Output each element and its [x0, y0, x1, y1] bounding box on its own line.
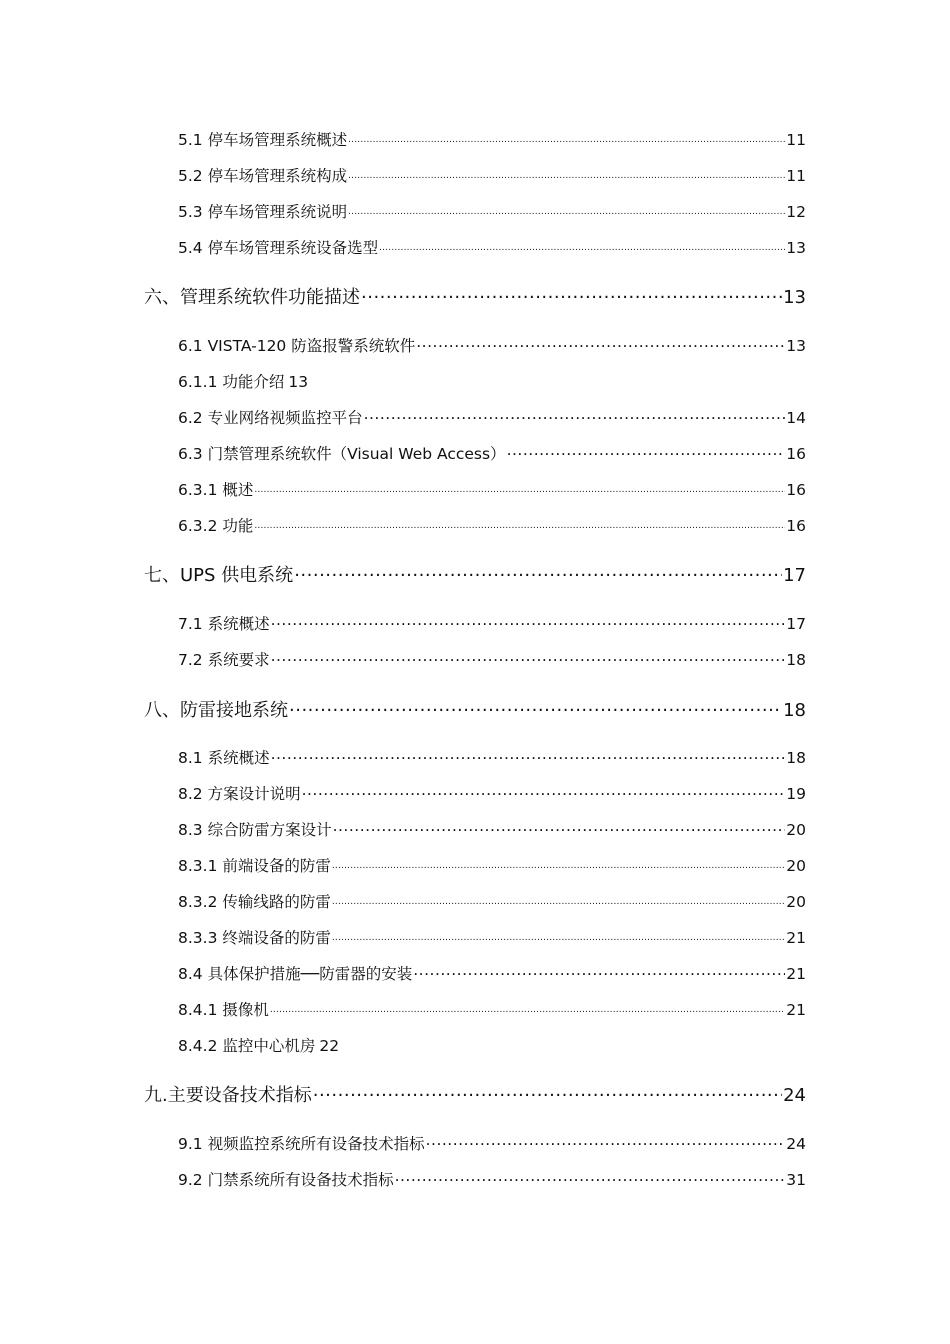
- toc-entry-page: 14: [786, 409, 806, 427]
- toc-entry-page: 21: [786, 929, 806, 947]
- toc-entry-page: 20: [786, 857, 806, 875]
- toc-entry-title: 九.主要设备技术指标: [144, 1085, 312, 1106]
- toc-entry-page: 19: [786, 785, 806, 803]
- dot-leader: [302, 784, 786, 800]
- dot-leader: [348, 166, 785, 182]
- toc-entry[interactable]: [178, 998, 806, 1020]
- toc-entry-title: 8.1 系统概述: [178, 749, 270, 767]
- dot-leader: [332, 928, 785, 944]
- toc-entry-title: 8.4.1 摄像机: [178, 1001, 269, 1019]
- toc-entry-title: 八、防雷接地系统: [144, 700, 288, 721]
- toc-entry[interactable]: [178, 442, 806, 464]
- dot-leader: [271, 748, 786, 764]
- toc-entry[interactable]: [178, 478, 806, 500]
- dot-leader: [332, 856, 785, 872]
- dot-leader: [289, 698, 782, 716]
- toc-entry-page: 18: [783, 700, 806, 721]
- dot-leader: [364, 408, 786, 424]
- toc-entry-page: 20: [786, 821, 806, 839]
- toc-entry-page: 22: [319, 1037, 340, 1055]
- dot-leader: [413, 964, 785, 980]
- toc-entry-page: 18: [786, 651, 806, 669]
- toc-entry-title: 8.3.2 传输线路的防雷: [178, 893, 331, 911]
- toc-entry-title: 8.2 方案设计说明: [178, 785, 301, 803]
- dot-leader: [361, 285, 782, 303]
- toc-entry-page: 13: [288, 373, 309, 391]
- toc-entry-page: 11: [786, 167, 806, 185]
- toc-entry-title: 6.1.1 功能介绍: [178, 373, 285, 391]
- toc-entry-page: 24: [783, 1085, 806, 1106]
- toc-entry-title: 5.1 停车场管理系统概述: [178, 131, 348, 149]
- toc-entry[interactable]: [144, 696, 806, 722]
- dot-leader: [333, 820, 786, 836]
- toc-entry[interactable]: [144, 561, 806, 587]
- toc-entry-page: 21: [786, 1001, 806, 1019]
- toc-entry-title: 9.1 视频监控系统所有设备技术指标: [178, 1135, 425, 1153]
- toc-entry[interactable]: [178, 1168, 806, 1190]
- toc-entry[interactable]: [178, 128, 806, 150]
- dot-leader: [271, 650, 786, 666]
- dot-leader: [426, 1134, 786, 1150]
- toc-entry[interactable]: [178, 854, 806, 876]
- toc-entry-page: 17: [786, 615, 806, 633]
- toc-entry[interactable]: [178, 782, 806, 804]
- toc-entry-page: 16: [786, 481, 806, 499]
- toc-entry[interactable]: [178, 334, 806, 356]
- toc-entry[interactable]: [144, 283, 806, 309]
- toc-entry-title: 7.1 系统概述: [178, 615, 270, 633]
- dot-leader: [395, 1170, 786, 1186]
- toc-entry-page: 31: [786, 1171, 806, 1189]
- dot-leader: [416, 336, 785, 352]
- toc-entry-title: 8.3.3 终端设备的防雷: [178, 929, 331, 947]
- toc-entry-title: 六、管理系统软件功能描述: [144, 287, 360, 308]
- toc-entry-page: 12: [786, 203, 806, 221]
- toc-entry-title: 5.3 停车场管理系统说明: [178, 203, 348, 221]
- toc-entry-title: 8.3.1 前端设备的防雷: [178, 857, 331, 875]
- toc-entry-title: 6.2 专业网络视频监控平台: [178, 409, 363, 427]
- dot-leader: [348, 202, 785, 218]
- toc-entry[interactable]: [178, 746, 806, 768]
- dot-leader: [348, 130, 785, 146]
- toc-entry-title: 七、UPS 供电系统: [144, 565, 294, 586]
- toc-entry-page: 11: [786, 131, 806, 149]
- toc-entry-title: 6.3.1 概述: [178, 481, 254, 499]
- toc-entry[interactable]: [178, 890, 806, 912]
- toc-entry[interactable]: [178, 370, 806, 392]
- toc-entry-title: 7.2 系统要求: [178, 651, 270, 669]
- toc-entry[interactable]: [178, 962, 806, 984]
- dot-leader: [270, 1000, 785, 1016]
- toc-entry[interactable]: [178, 514, 806, 536]
- toc-entry-page: 13: [786, 337, 806, 355]
- dot-leader: [254, 480, 785, 496]
- toc-entry[interactable]: [144, 1081, 806, 1107]
- toc-entry[interactable]: [178, 926, 806, 948]
- toc-entry-page: 18: [786, 749, 806, 767]
- dot-leader: [271, 614, 786, 630]
- toc-entry-title: 6.1 VISTA-120 防盗报警系统软件: [178, 337, 416, 355]
- toc-entry[interactable]: [178, 1034, 806, 1056]
- toc-entry-title: 8.4.2 监控中心机房: [178, 1037, 316, 1055]
- dot-leader: [294, 563, 782, 581]
- toc-entry-page: 17: [783, 565, 806, 586]
- toc-entry[interactable]: [178, 200, 806, 222]
- toc-entry-page: 21: [786, 965, 806, 983]
- toc-entry-page: 13: [783, 287, 806, 308]
- toc-entry-page: 13: [786, 239, 806, 257]
- toc-entry-title: 5.4 停车场管理系统设备选型: [178, 239, 379, 257]
- dot-leader: [254, 516, 785, 532]
- toc-entry[interactable]: [178, 1132, 806, 1154]
- dot-leader: [313, 1083, 782, 1101]
- toc-entry-page: 24: [786, 1135, 806, 1153]
- toc-entry[interactable]: [178, 612, 806, 634]
- toc-entry-title: 8.4 具体保护措施──防雷器的安装: [178, 965, 413, 983]
- toc-entry-title: 6.3 门禁管理系统软件（Visual Web Access）: [178, 445, 506, 463]
- dot-leader: [507, 444, 786, 460]
- dot-leader: [332, 892, 785, 908]
- toc-entry[interactable]: [178, 818, 806, 840]
- dot-leader: [379, 238, 785, 254]
- toc-entry-title: 9.2 门禁系统所有设备技术指标: [178, 1171, 394, 1189]
- toc-entry-title: 8.3 综合防雷方案设计: [178, 821, 332, 839]
- toc-entry-page: 20: [786, 893, 806, 911]
- toc-entry-page: 16: [786, 445, 806, 463]
- toc-entry-page: 16: [786, 517, 806, 535]
- toc-entry-title: 6.3.2 功能: [178, 517, 254, 535]
- toc-entry[interactable]: [178, 406, 806, 428]
- toc-entry-title: 5.2 停车场管理系统构成: [178, 167, 348, 185]
- toc-entry[interactable]: [178, 648, 806, 670]
- toc-entry[interactable]: [178, 236, 806, 258]
- toc-entry[interactable]: [178, 164, 806, 186]
